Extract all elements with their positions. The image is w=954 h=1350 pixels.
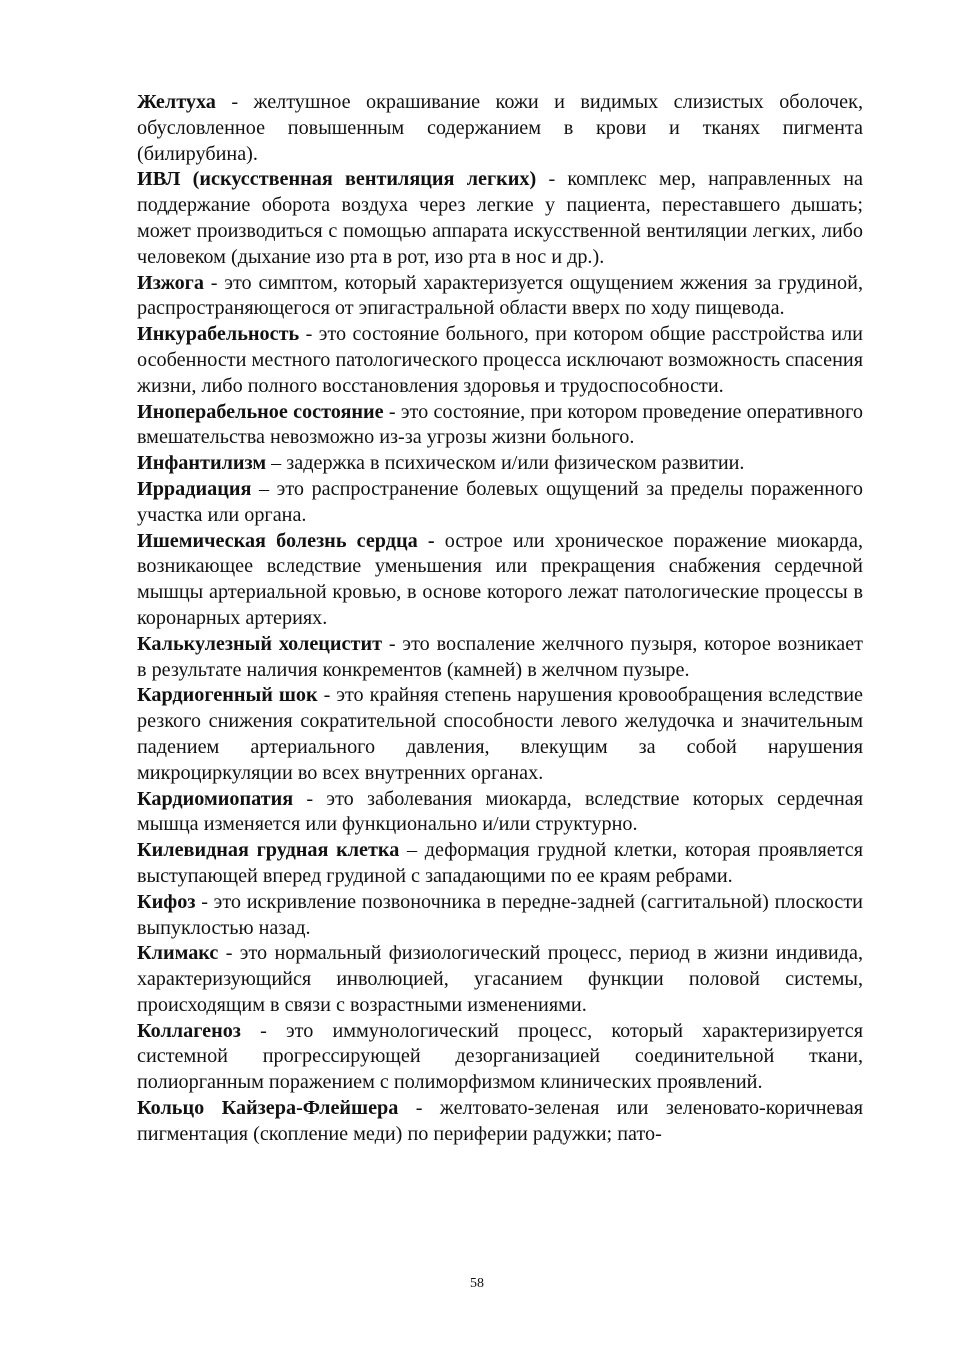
page-number: 58	[470, 1276, 484, 1291]
term: Желтуха	[137, 91, 216, 113]
term: Иноперабельное состояние	[137, 400, 384, 423]
glossary-entry-izzhoga	[137, 271, 863, 323]
glossary-entry-kollagenoz	[137, 1019, 863, 1096]
glossary-entry-kilevidnaya-kletka	[137, 838, 863, 890]
glossary-entry-infantilizm	[137, 451, 863, 477]
term: ИВЛ (искусственная вентиляция легких)	[137, 168, 537, 191]
term: Кифоз	[137, 890, 196, 913]
definition: – деформация грудной клетки, которая проявляется выступающей вперед грудиной с западающими по ее краям ребрами.	[137, 839, 864, 887]
glossary-entry-kifoz	[137, 890, 863, 942]
term: Коллагеноз	[137, 1019, 241, 1042]
term: Инкурабельность	[137, 323, 300, 346]
glossary-entry-kardiogenny-shok	[137, 683, 863, 786]
glossary-entry-irradiatsiya	[137, 477, 863, 529]
glossary-entry-kardiomiopatiya	[137, 787, 863, 839]
glossary-entry-kholetsistit	[137, 632, 863, 684]
glossary-page	[137, 90, 863, 1148]
glossary-entry-koltso-kaizera	[137, 1096, 863, 1148]
definition: - это нормальный физиологический процесс, период в жизни индивида, характеризующийся инволюцией, угасанием функции половой системы, происходящим в связи с возрастными изменениями.	[137, 942, 863, 1016]
definition: - желтовато-зеленая или зеленовато-коричневая пигментация (скопление меди) по периферии радужки; пато-	[137, 1097, 863, 1145]
term: Иррадиация	[137, 477, 252, 500]
term: Кольцо Кайзера-Флейшера	[137, 1097, 399, 1120]
definition: - желтушное окрашивание кожи и видимых слизистых оболочек, обусловленное повышенным содержанием в крови и тканях пигмента (билирубина).	[137, 91, 863, 165]
definition: - это искривление позвоночника в передне-задней (саггитальной) плоскости выпуклостью назад.	[137, 890, 863, 939]
glossary-entry-inkurabelnost	[137, 322, 863, 399]
definition: - это симптом, который характеризуется ощущением жжения за грудиной, распространяющегося от эпигастральной области вверх по ходу пищевода.	[137, 271, 863, 320]
glossary-entry-klimaks	[137, 941, 863, 1018]
definition: - это заболевания миокарда, вследствие которых сердечная мышца изменяется или функционально и/или структурно.	[137, 787, 863, 836]
term: Кардиомиопатия	[137, 787, 294, 810]
definition: – это распространение болевых ощущений за пределы пораженного участка или органа.	[137, 477, 863, 526]
definition: острое или хроническое поражение миокарда, возникающее вследствие уменьшения или прекращения снабжения сердечной мышцы артериальной кровью, в основе которого лежат патологические процессы в коронарных артериях.	[137, 529, 863, 629]
term: Ишемическая болезнь сердца -	[137, 529, 435, 552]
definition: - это состояние, при котором проведение оперативного вмешательства невозможно из-за угрозы жизни больного.	[137, 400, 863, 449]
definition: - это иммунологический процесс, который характеризируется системной прогрессирующей дезорганизацией соединительной ткани, полиорганным поражением с полиморфизмом клинических проявлений.	[137, 1019, 863, 1094]
definition: – задержка в психическом и/или физическом развитии.	[266, 452, 745, 475]
term: Кардиогенный шок	[137, 684, 318, 707]
definition: - это воспаление желчного пузыря, которое возникает в результате наличия конкрементов (камней) в желчном пузыре.	[137, 632, 863, 681]
definition: - это состояние больного, при котором общие расстройства или особенности местного патологического процесса исключают возможность спасения жизни, либо полного восстановления здоровья и трудоспособности.	[137, 323, 863, 397]
glossary-entry-ibs	[137, 529, 863, 632]
term: Инфантилизм	[137, 452, 267, 475]
glossary-entry-zheltukha	[137, 90, 863, 167]
term: Килевидная грудная клетка	[137, 839, 400, 862]
glossary-entry-inoperabelnoe	[137, 400, 863, 452]
glossary-entry-ivl	[137, 167, 863, 270]
term: Калькулезный холецистит	[137, 632, 382, 655]
definition: - это крайняя степень нарушения кровообращения вследствие резкого снижения сократительной способности левого желудочка и значительным падением артериального давления, влекущим за собой нарушения микроциркуляции во всех внутренних органах.	[137, 684, 863, 784]
term: Изжога	[137, 271, 204, 294]
definition: - комплекс мер, направленных на поддержание оборота воздуха через легкие у пациента, переставшего дышать; может производиться с помощью аппарата искусственной вентиляции легких, либо человеком (дыхание изо рта в рот, изо рта в нос и др.).	[137, 168, 863, 268]
term: Климакс	[137, 942, 219, 965]
